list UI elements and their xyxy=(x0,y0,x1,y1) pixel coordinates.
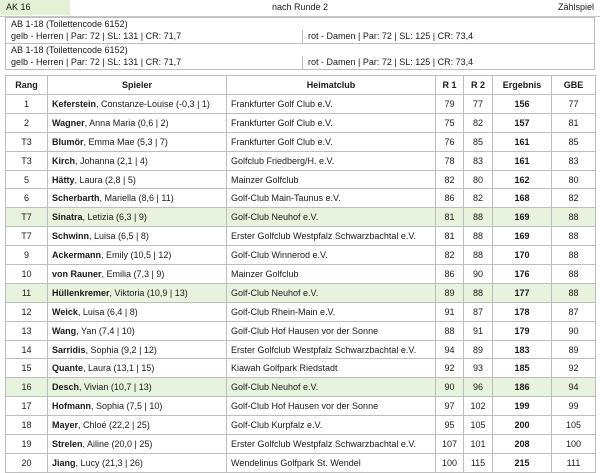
round2-cell: 88 xyxy=(464,227,493,246)
player-first-name-hcp: , Sophia (9,2 | 12) xyxy=(85,344,157,355)
round2-cell: 85 xyxy=(464,132,493,151)
table-row[interactable] xyxy=(6,340,596,359)
rank-cell: 19 xyxy=(6,435,48,454)
result-cell: 199 xyxy=(493,397,552,416)
result-cell: 169 xyxy=(493,208,552,227)
rank-cell: 12 xyxy=(6,302,48,321)
club-cell: Golf-Club Neuhof e.V. xyxy=(227,283,436,302)
table-row[interactable] xyxy=(6,246,596,265)
player-cell xyxy=(48,265,227,284)
round1-cell: 92 xyxy=(436,359,464,378)
club-cell: Golfclub Friedberg/H. e.V. xyxy=(227,151,436,170)
player-first-name-hcp: , Emma Mae (5,3 | 7) xyxy=(83,136,168,147)
gbe-cell: 77 xyxy=(552,95,596,114)
round2-cell: 102 xyxy=(464,397,493,416)
table-row[interactable] xyxy=(6,416,596,435)
gbe-cell: 94 xyxy=(552,378,596,397)
player-first-name-hcp: , Johanna (2,1 | 4) xyxy=(75,155,148,166)
gbe-cell: 89 xyxy=(552,340,596,359)
player-first-name-hcp: , Lucy (21,3 | 26) xyxy=(75,457,143,468)
player-cell xyxy=(48,283,227,302)
player-cell xyxy=(48,321,227,340)
tee-women: rot - Damen | Par: 72 | SL: 125 | CR: 73,4 xyxy=(308,31,474,41)
table-row[interactable] xyxy=(6,321,596,340)
table-row[interactable] xyxy=(6,378,596,397)
player-first-name-hcp: , Emilia (7,3 | 9) xyxy=(101,268,165,279)
tee-women: rot - Damen | Par: 72 | SL: 125 | CR: 73,4 xyxy=(308,57,474,67)
player-cell xyxy=(48,246,227,265)
player-cell xyxy=(48,113,227,132)
club-cell: Erster Golfclub Westpfalz Schwarzbachtal e.V. xyxy=(227,340,436,359)
round2-cell: 96 xyxy=(464,378,493,397)
round1-cell: 78 xyxy=(436,151,464,170)
club-cell: Frankfurter Golf Club e.V. xyxy=(227,113,436,132)
gbe-cell: 100 xyxy=(552,435,596,454)
table-row[interactable] xyxy=(6,132,596,151)
table-row[interactable] xyxy=(6,265,596,284)
col-rank-header[interactable]: Rang xyxy=(6,76,48,95)
player-last-name: Desch xyxy=(52,382,80,393)
round1-cell: 82 xyxy=(436,170,464,189)
round2-cell: 82 xyxy=(464,189,493,208)
result-cell: 179 xyxy=(493,321,552,340)
gbe-cell: 88 xyxy=(552,227,596,246)
round1-cell: 79 xyxy=(436,95,464,114)
gbe-cell: 88 xyxy=(552,265,596,284)
rank-cell: 14 xyxy=(6,340,48,359)
round2-cell: 90 xyxy=(464,265,493,284)
col-r2-header[interactable]: R 2 xyxy=(464,76,493,95)
round2-cell: 93 xyxy=(464,359,493,378)
rank-cell: T3 xyxy=(6,132,48,151)
course-title: AB 1-18 (Toilettencode 6152) xyxy=(11,45,128,55)
player-cell xyxy=(48,208,227,227)
player-cell xyxy=(48,151,227,170)
club-cell: Golf-Club Rhein-Main e.V. xyxy=(227,302,436,321)
club-cell: Golf-Club Kurpfalz e.V. xyxy=(227,416,436,435)
table-row[interactable] xyxy=(6,302,596,321)
rank-cell: 5 xyxy=(6,170,48,189)
club-cell: Golf-Club Winnerod e.V. xyxy=(227,246,436,265)
rank-cell: 20 xyxy=(6,453,48,472)
round1-cell: 97 xyxy=(436,397,464,416)
table-row[interactable] xyxy=(6,208,596,227)
player-last-name: Scherbarth xyxy=(52,193,100,204)
rank-cell: 6 xyxy=(6,189,48,208)
result-cell: 215 xyxy=(493,453,552,472)
player-last-name: Sinatra xyxy=(52,212,83,223)
result-cell: 169 xyxy=(493,227,552,246)
player-first-name-hcp: , Sophia (7,5 | 10) xyxy=(91,401,163,412)
round2-cell: 88 xyxy=(464,208,493,227)
player-cell xyxy=(48,170,227,189)
result-cell: 208 xyxy=(493,435,552,454)
tee-row xyxy=(6,56,594,69)
tee-row xyxy=(6,30,594,43)
player-first-name-hcp: , Laura (13,1 | 15) xyxy=(83,363,155,374)
result-cell: 178 xyxy=(493,302,552,321)
result-cell: 161 xyxy=(493,132,552,151)
player-cell xyxy=(48,95,227,114)
player-last-name: Blumör xyxy=(52,136,84,147)
round2-cell: 80 xyxy=(464,170,493,189)
player-first-name-hcp: , Luisa (6,4 | 8) xyxy=(77,306,138,317)
player-cell xyxy=(48,132,227,151)
result-cell: 185 xyxy=(493,359,552,378)
rank-cell: 10 xyxy=(6,265,48,284)
player-last-name: Quante xyxy=(52,363,84,374)
table-header-row xyxy=(6,76,596,95)
player-first-name-hcp: , Letizia (6,3 | 9) xyxy=(82,212,147,223)
round2-cell: 88 xyxy=(464,246,493,265)
round1-cell: 75 xyxy=(436,113,464,132)
player-cell xyxy=(48,453,227,472)
rank-cell: 2 xyxy=(6,113,48,132)
scoring-mode-label: Zählspiel xyxy=(557,2,594,12)
col-player-header[interactable]: Spieler xyxy=(48,76,227,95)
player-cell xyxy=(48,435,227,454)
player-first-name-hcp: , Constanze-Louise (-0,3 | 1) xyxy=(96,98,210,109)
course-info xyxy=(5,17,595,70)
gbe-cell: 105 xyxy=(552,416,596,435)
round1-cell: 88 xyxy=(436,321,464,340)
rank-cell: 15 xyxy=(6,359,48,378)
rank-cell: T7 xyxy=(6,227,48,246)
player-first-name-hcp: , Viktoria (10,9 | 13) xyxy=(109,287,188,298)
player-last-name: Wagner xyxy=(52,117,85,128)
player-last-name: Schwinn xyxy=(52,231,90,242)
player-cell xyxy=(48,189,227,208)
result-cell: 168 xyxy=(493,189,552,208)
club-cell: Mainzer Golfclub xyxy=(227,265,436,284)
player-cell xyxy=(48,397,227,416)
player-first-name-hcp: , Mariella (8,6 | 11) xyxy=(99,193,174,204)
rank-cell: 17 xyxy=(6,397,48,416)
round1-cell: 76 xyxy=(436,132,464,151)
round1-cell: 91 xyxy=(436,302,464,321)
table-row[interactable] xyxy=(6,453,596,472)
player-cell xyxy=(48,227,227,246)
player-last-name: Kirch xyxy=(52,155,76,166)
result-cell: 183 xyxy=(493,340,552,359)
player-first-name-hcp: , Chloé (22,2 | 25) xyxy=(78,420,150,431)
player-first-name-hcp: , Ailine (20,0 | 25) xyxy=(82,438,153,449)
results-table xyxy=(5,75,596,473)
col-club-header[interactable]: Heimatclub xyxy=(227,76,436,95)
rank-cell: 13 xyxy=(6,321,48,340)
result-cell: 170 xyxy=(493,246,552,265)
player-last-name: Ackermann xyxy=(52,250,102,261)
rank-cell: 16 xyxy=(6,378,48,397)
table-row[interactable] xyxy=(6,189,596,208)
round1-cell: 90 xyxy=(436,378,464,397)
col-gbe-header[interactable]: GBE xyxy=(552,76,596,95)
tee-men: gelb - Herren | Par: 72 | SL: 131 | CR: 71,7 xyxy=(6,30,303,43)
gbe-cell: 111 xyxy=(552,453,596,472)
player-cell xyxy=(48,302,227,321)
player-last-name: Weick xyxy=(52,306,78,317)
club-cell: Golf-Club Main-Taunus e.V. xyxy=(227,189,436,208)
player-cell xyxy=(48,359,227,378)
round1-cell: 94 xyxy=(436,340,464,359)
player-last-name: Keferstein xyxy=(52,98,97,109)
gbe-cell: 85 xyxy=(552,132,596,151)
round2-cell: 77 xyxy=(464,95,493,114)
player-first-name-hcp: , Luisa (6,5 | 8) xyxy=(89,231,149,242)
player-last-name: Hätty xyxy=(52,174,75,185)
col-result-header[interactable]: Ergebnis xyxy=(493,76,552,95)
age-class-label: AK 16 xyxy=(0,0,70,15)
course-block xyxy=(5,17,595,44)
rank-cell: T7 xyxy=(6,208,48,227)
rank-cell: 18 xyxy=(6,416,48,435)
player-last-name: Hofmann xyxy=(52,401,91,412)
player-first-name-hcp: , Laura (2,8 | 5) xyxy=(74,174,136,185)
table-row[interactable] xyxy=(6,95,596,114)
result-cell: 157 xyxy=(493,113,552,132)
table-row[interactable] xyxy=(6,113,596,132)
rank-cell: 11 xyxy=(6,283,48,302)
gbe-cell: 88 xyxy=(552,246,596,265)
table-row[interactable] xyxy=(6,227,596,246)
round1-cell: 86 xyxy=(436,189,464,208)
tee-men: gelb - Herren | Par: 72 | SL: 131 | CR: 71,7 xyxy=(6,56,303,69)
round2-cell: 87 xyxy=(464,302,493,321)
round1-cell: 100 xyxy=(436,453,464,472)
round1-cell: 82 xyxy=(436,246,464,265)
club-cell: Golf-Club Hof Hausen vor der Sonne xyxy=(227,321,436,340)
round2-cell: 115 xyxy=(464,453,493,472)
round2-cell: 101 xyxy=(464,435,493,454)
round2-cell: 88 xyxy=(464,283,493,302)
player-last-name: von Rauner xyxy=(52,268,102,279)
player-last-name: Sarridis xyxy=(52,344,86,355)
player-last-name: Jiang xyxy=(52,457,76,468)
player-last-name: Wang xyxy=(52,325,77,336)
gbe-cell: 88 xyxy=(552,208,596,227)
round2-cell: 91 xyxy=(464,321,493,340)
gbe-cell: 83 xyxy=(552,151,596,170)
course-title: AB 1-18 (Toilettencode 6152) xyxy=(11,19,128,29)
gbe-cell: 99 xyxy=(552,397,596,416)
round1-cell: 81 xyxy=(436,208,464,227)
gbe-cell: 88 xyxy=(552,283,596,302)
table-row[interactable] xyxy=(6,397,596,416)
player-first-name-hcp: , Yan (7,4 | 10) xyxy=(76,325,135,336)
table-row[interactable] xyxy=(6,359,596,378)
club-cell: Erster Golfclub Westpfalz Schwarzbachtal e.V. xyxy=(227,227,436,246)
player-first-name-hcp: , Anna Maria (0,6 | 2) xyxy=(84,117,169,128)
result-cell: 200 xyxy=(493,416,552,435)
gbe-cell: 87 xyxy=(552,302,596,321)
table-row[interactable] xyxy=(6,151,596,170)
gbe-cell: 81 xyxy=(552,113,596,132)
gbe-cell: 92 xyxy=(552,359,596,378)
player-last-name: Hüllenkremer xyxy=(52,287,110,298)
club-cell: Mainzer Golfclub xyxy=(227,170,436,189)
rank-cell: 9 xyxy=(6,246,48,265)
col-r1-header[interactable]: R 1 xyxy=(436,76,464,95)
player-first-name-hcp: , Vivian (10,7 | 13) xyxy=(79,382,152,393)
player-first-name-hcp: , Emily (10,5 | 12) xyxy=(101,250,172,261)
club-cell: Golf-Club Neuhof e.V. xyxy=(227,378,436,397)
rank-cell: 1 xyxy=(6,95,48,114)
round2-cell: 82 xyxy=(464,113,493,132)
round1-cell: 107 xyxy=(436,435,464,454)
club-cell: Kiawah Golfpark Riedstadt xyxy=(227,359,436,378)
result-cell: 161 xyxy=(493,151,552,170)
player-last-name: Mayer xyxy=(52,420,79,431)
result-cell: 186 xyxy=(493,378,552,397)
club-cell: Frankfurter Golf Club e.V. xyxy=(227,95,436,114)
club-cell: Wendelinus Golfpark St. Wendel xyxy=(227,453,436,472)
round2-cell: 89 xyxy=(464,340,493,359)
round1-cell: 81 xyxy=(436,227,464,246)
round1-cell: 86 xyxy=(436,265,464,284)
result-cell: 156 xyxy=(493,95,552,114)
round2-cell: 105 xyxy=(464,416,493,435)
round-label: nach Runde 2 xyxy=(271,2,329,12)
table-row[interactable] xyxy=(6,170,596,189)
rank-cell: T3 xyxy=(6,151,48,170)
header-bar xyxy=(0,0,600,17)
round1-cell: 95 xyxy=(436,416,464,435)
club-cell: Golf-Club Neuhof e.V. xyxy=(227,208,436,227)
gbe-cell: 80 xyxy=(552,170,596,189)
gbe-cell: 90 xyxy=(552,321,596,340)
club-cell: Golf-Club Hof Hausen vor der Sonne xyxy=(227,397,436,416)
player-cell xyxy=(48,378,227,397)
club-cell: Erster Golfclub Westpfalz Schwarzbachtal e.V. xyxy=(227,435,436,454)
round1-cell: 89 xyxy=(436,283,464,302)
player-cell xyxy=(48,340,227,359)
gbe-cell: 82 xyxy=(552,189,596,208)
table-row[interactable] xyxy=(6,435,596,454)
course-block xyxy=(5,44,595,70)
club-cell: Frankfurter Golf Club e.V. xyxy=(227,132,436,151)
player-last-name: Strelen xyxy=(52,438,83,449)
result-cell: 176 xyxy=(493,265,552,284)
player-cell xyxy=(48,416,227,435)
result-cell: 177 xyxy=(493,283,552,302)
table-row[interactable] xyxy=(6,283,596,302)
round2-cell: 83 xyxy=(464,151,493,170)
result-cell: 162 xyxy=(493,170,552,189)
